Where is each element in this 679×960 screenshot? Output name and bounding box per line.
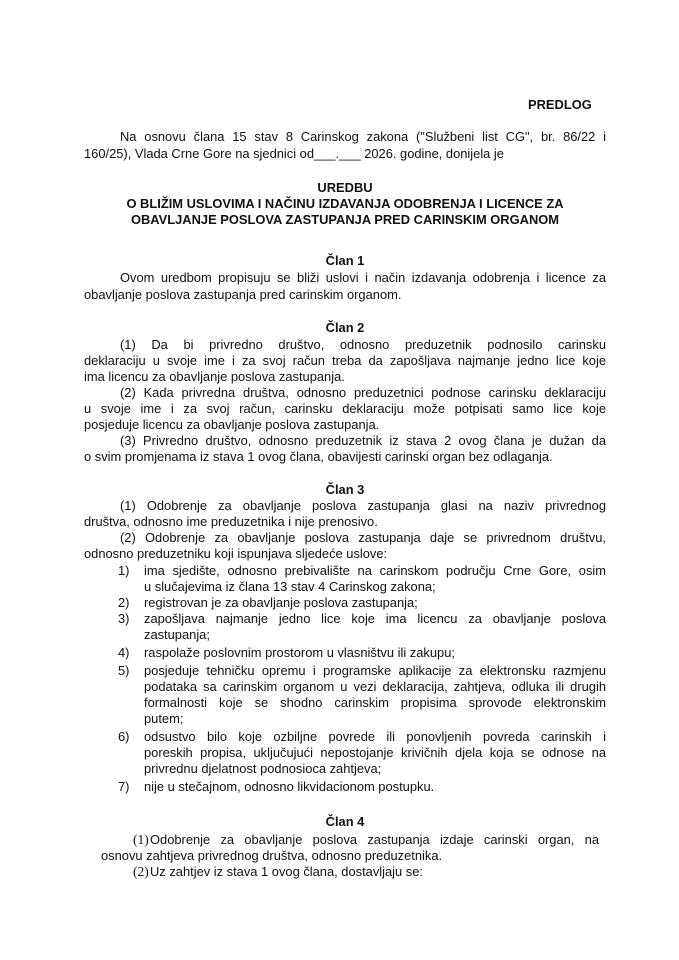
- list-item-text: raspolaže poslovnim prostorom u vlasništvu ili zakupu;: [144, 645, 455, 660]
- clan2-line: u svoje ime i za svoj račun, carinsku deklaraciju može potpisati samo lice koje: [84, 401, 606, 416]
- clan2-line: (1) Da bi privredno društvo, odnosno preduzetnik podnosilo carinsku: [120, 337, 606, 352]
- list-item-number: 2): [118, 595, 130, 610]
- list-item-text: posjeduje tehničku opremu i programske aplikacije za elektronsku razmjenu: [144, 663, 606, 678]
- title-line-1: UREDBU: [317, 180, 373, 195]
- draft-label: PREDLOG: [528, 97, 592, 112]
- list-item-text: privrednu djelatnost podnosioca zahtjeva;: [144, 761, 382, 776]
- list-item-text: odsustvo bilo koje ozbiljne povrede ili ponovljenih povreda carinskih i: [144, 729, 606, 744]
- list-item-text: ima sjedište, odnosno prebivalište na carinskom području Crne Gore, osim: [144, 563, 606, 578]
- clan2-line: posjeduje licencu za obavljanje poslova zastupanja.: [84, 417, 380, 432]
- list-item-number: 6): [118, 729, 130, 744]
- clan4-paragraph-number: (2): [133, 864, 149, 879]
- list-item-number: 5): [118, 663, 130, 678]
- clan2-line: (3) Privredno društvo, odnosno preduzetnik iz stava 2 ovog člana je dužan da: [120, 433, 606, 448]
- title-line-3: OBAVLJANJE POSLOVA ZASTUPANJA PRED CARINSKIM ORGANOM: [130, 212, 560, 227]
- list-item-text: zastupanja;: [144, 627, 210, 642]
- clan4-paragraph-number: (1): [133, 832, 149, 847]
- list-item-text: zapošljava najmanje jedno lice koje ima licencu za obavljanje poslova: [144, 611, 606, 626]
- clan2-line: deklaraciju u svoje ime i za svoj račun treba da zapošljava najmanje jedno lice koje: [84, 353, 606, 368]
- clan3-line: odnosno preduzetniku koji ispunjava sljedeće uslove:: [84, 546, 388, 561]
- list-item-number: 1): [118, 563, 130, 578]
- clan2-line: (2) Kada privredna društva, odnosno preduzetnici podnose carinsku deklaraciju: [120, 385, 606, 400]
- list-item-number: 3): [118, 611, 130, 626]
- list-item-text: nije u stečajnom, odnosno likvidacionom postupku.: [144, 779, 435, 794]
- intro-line-2: 160/25), Vlada Crne Gore na sjednici od___.___ 2026. godine, donijela je: [84, 146, 504, 161]
- clan3-line: (2) Odobrenje za obavljanje poslova zastupanja daje se privrednom društvu,: [120, 530, 606, 545]
- clan3-line: (1) Odobrenje za obavljanje poslova zastupanja glasi na naziv privrednog: [120, 498, 606, 513]
- clan1-line: obavljanje poslova zastupanja pred carinskim organom.: [84, 287, 402, 302]
- title-line-2: O BLIŽIM USLOVIMA I NAČINU IZDAVANJA ODOBRENJA I LICENCE ZA: [126, 196, 564, 211]
- list-item-text: podataka sa carinskim organom u vezi deklaracija, zahtjeva, odluka ili drugih: [144, 679, 606, 694]
- clan2-line: o svim promjenama iz stava 1 ovog člana, obavijesti carinski organ bez odlaganja.: [84, 449, 553, 464]
- list-item-text: registrovan je za obavljanje poslova zastupanja;: [144, 595, 418, 610]
- clan4-line: osnovu zahtjeva privrednog društva, odnosno preduzetnika.: [101, 848, 443, 863]
- clan4-heading: Član 4: [325, 814, 365, 829]
- clan1-heading: Član 1: [325, 253, 365, 268]
- list-item-number: 7): [118, 779, 130, 794]
- intro-line-1: Na osnovu člana 15 stav 8 Carinskog zakona ("Službeni list CG", br. 86/22 i: [120, 129, 606, 144]
- list-item-text: formalnosti koje se shodno carinskim propisima sprovode elektronskim: [144, 695, 606, 710]
- clan2-heading: Član 2: [325, 320, 365, 335]
- list-item-text: u slučajevima iz člana 13 stav 4 Carinskog zakona;: [144, 579, 436, 594]
- clan1-line: Ovom uredbom propisuju se bliži uslovi i način izdavanja odobrenja i licence za: [120, 270, 606, 285]
- list-item-text: putem;: [144, 711, 184, 726]
- clan3-heading: Član 3: [325, 482, 365, 497]
- list-item-text: poreskih propisa, uključujući nepostojanje krivičnih djela koja se odnose na: [144, 745, 606, 760]
- clan3-line: društva, odnosno ime preduzetnika i nije prenosivo.: [84, 514, 378, 529]
- clan4-line: Odobrenje za obavljanje poslova zastupanja izdaje carinski organ, na: [150, 832, 599, 847]
- list-item-number: 4): [118, 645, 130, 660]
- clan2-line: ima licencu za obavljanje poslova zastupanja.: [84, 369, 345, 384]
- clan4-line: Uz zahtjev iz stava 1 ovog člana, dostavljaju se:: [150, 864, 423, 879]
